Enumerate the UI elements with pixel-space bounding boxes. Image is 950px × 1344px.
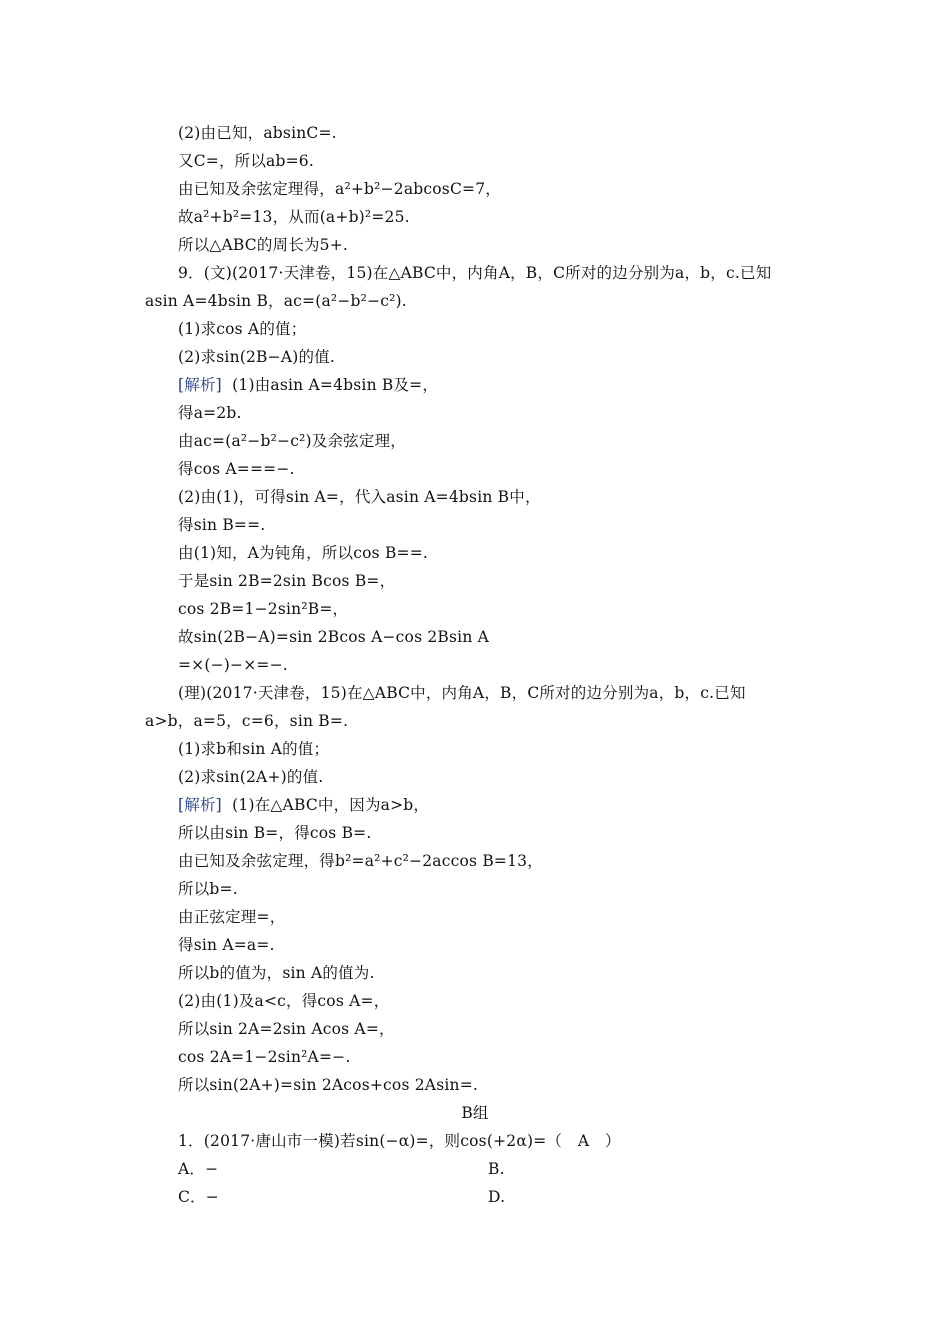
text-line: cos 2A=1−2sin²A=−. [178, 1048, 351, 1066]
text-line: 由(1)知，A为钝角，所以cos B==. [178, 544, 429, 562]
text-line: 由已知及余弦定理得，a²+b²−2abcosC=7， [178, 180, 501, 198]
problem-9-li-heading: (理)(2017·天津卷，15)在△ABC中，内角A，B，C所对的边分别为a，b，c.已知 [178, 684, 746, 702]
text-line: 所以sin 2A=2sin Acos A=， [178, 1020, 395, 1038]
text-line: a>b，a=5，c=6，sin B=. [145, 712, 349, 730]
text-line: (1)求cos A的值； [178, 320, 307, 338]
text-line: (2)求sin(2A+)的值. [178, 768, 324, 786]
option-c: C．− [178, 1188, 219, 1206]
text-line: (2)由(1)及a<c，得cos A=， [178, 992, 390, 1010]
option-d: D. [488, 1188, 506, 1206]
option-b: B. [488, 1160, 505, 1178]
text-line: 故a²+b²=13，从而(a+b)²=25. [178, 208, 410, 226]
text-line: asin A=4bsin B，ac=(a²−b²−c²). [145, 292, 407, 310]
text-line: 又C=，所以ab=6. [178, 152, 314, 170]
text-line: (2)求sin(2B−A)的值. [178, 348, 336, 366]
jiexi-tag: [解析] [178, 376, 222, 394]
text-line: 得a=2b. [178, 404, 242, 422]
text-line: 所以由sin B=，得cos B=. [178, 824, 372, 842]
text-line: 于是sin 2B=2sin Bcos B=， [178, 572, 396, 590]
solution-text: (1)在△ABC中，因为a>b， [232, 796, 430, 814]
solution-line [178, 795, 429, 815]
text-line: 所以b=. [178, 880, 238, 898]
text-line: 故sin(2B−A)=sin 2Bcos A−cos 2Bsin A [178, 628, 490, 646]
text-line: =×(−)−×=−. [178, 656, 288, 674]
text-line: (2)由已知，absinC=. [178, 124, 337, 142]
solution-line [178, 375, 438, 395]
option-a: A．− [178, 1160, 219, 1178]
text-line: 得sin B==. [178, 516, 266, 534]
section-heading-b: B组 [461, 1104, 489, 1122]
problem-9-wen-heading: 9．(文)(2017·天津卷，15)在△ABC中，内角A，B，C所对的边分别为a，b，c.已知 [178, 264, 772, 282]
text-line: 所以sin(2A+)=sin 2Acos+cos 2Asin=. [178, 1076, 479, 1094]
jiexi-tag: [解析] [178, 796, 222, 814]
text-line: (1)求b和sin A的值； [178, 740, 330, 758]
question-1: 1．(2017·唐山市一模)若sin(−α)=，则cos(+2α)=（ A ） [178, 1132, 621, 1150]
text-line: 所以b的值为，sin A的值为. [178, 964, 375, 982]
text-line: cos 2B=1−2sin²B=， [178, 600, 349, 618]
text-line: 所以△ABC的周长为5+. [178, 236, 349, 254]
text-line: 得sin A=a=. [178, 936, 275, 954]
solution-text: (1)由asin A=4bsin B及=， [232, 376, 439, 394]
text-line: 由正弦定理=， [178, 908, 286, 926]
text-line: (2)由(1)，可得sin A=，代入asin A=4bsin B中， [178, 488, 541, 506]
text-line: 由已知及余弦定理，得b²=a²+c²−2accos B=13， [178, 852, 543, 870]
text-line: 由ac=(a²−b²−c²)及余弦定理， [178, 432, 406, 450]
text-line: 得cos A===−. [178, 460, 295, 478]
